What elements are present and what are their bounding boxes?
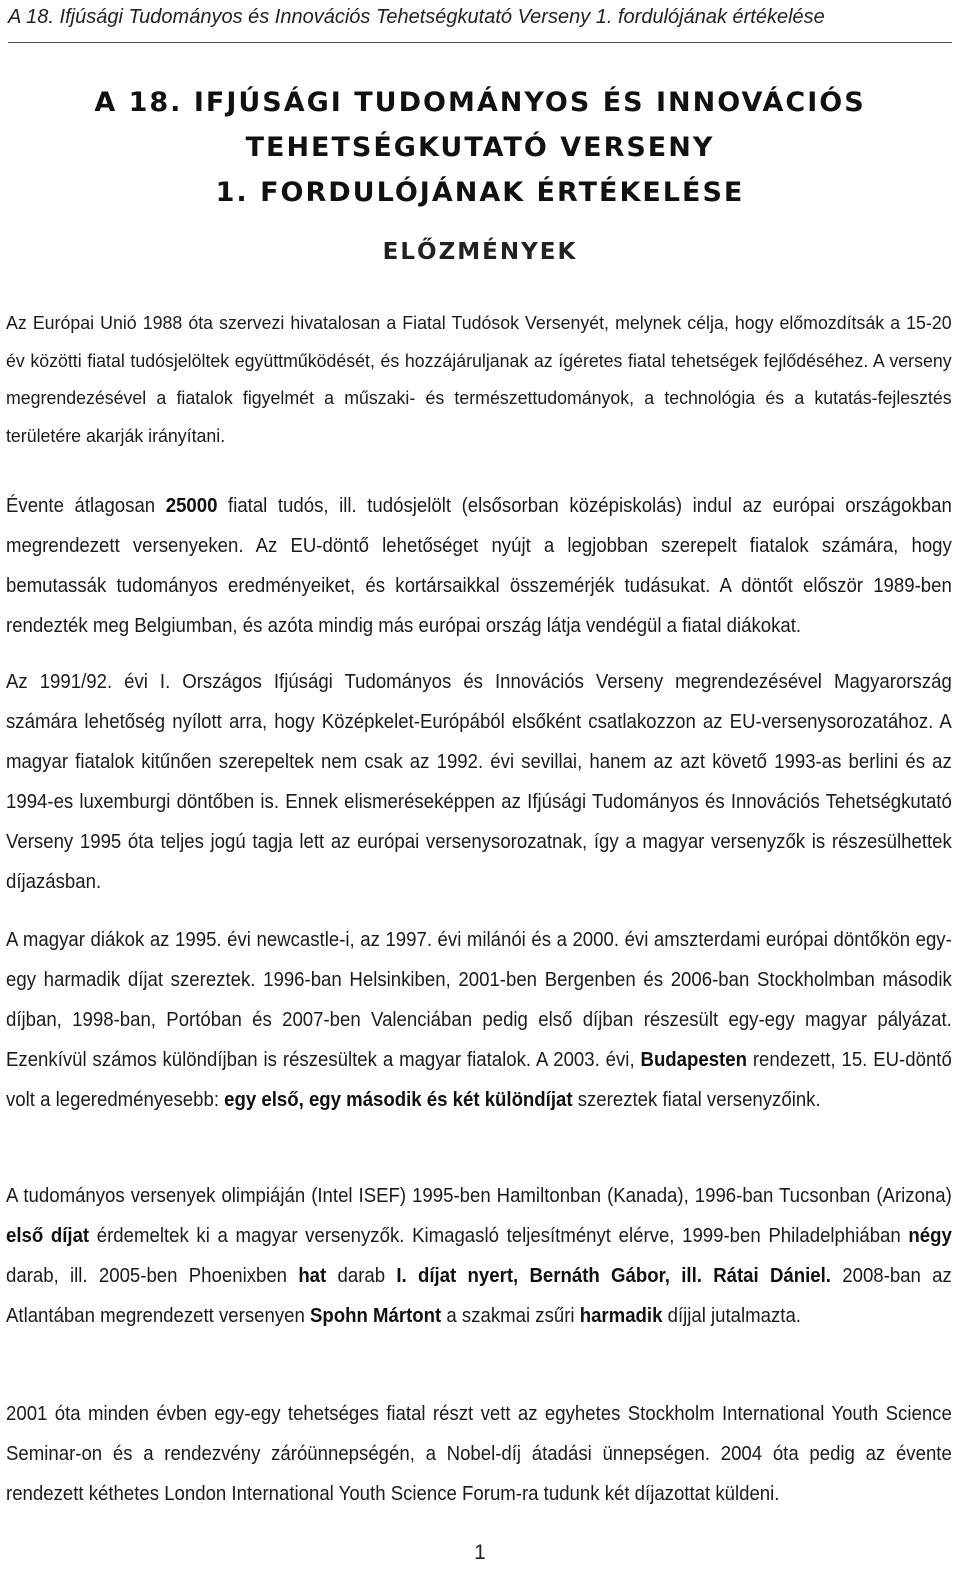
text-run: díjjal jutalmazta. bbox=[662, 1305, 801, 1327]
paragraph-annual-participation bbox=[6, 486, 952, 646]
section-heading: ELŐZMÉNYEK bbox=[382, 239, 578, 265]
text-run: fiatal tudós, ill. tudósjelölt (elsősorban középiskolás) indul az európai országokban megrendezett versenyeken. Az EU-döntő lehetőséget nyújt a legjobban szerepelt fiatalok számára, hogy bemutassák tudományos eredményeiket, és kortársaikkal összemérjék tudásukat. A döntőt először 1989-ben rendezték meg Belgiumban, és azóta mindig más európai ország látja vendégül a fiatal diákokat. bbox=[6, 495, 952, 637]
text-run: darab, ill. 2005-ben Phoenixben bbox=[6, 1265, 299, 1287]
bold-run: 25000 bbox=[165, 495, 218, 517]
text-run: 2008-ban az Atlantában megrendezett versenyen bbox=[6, 1265, 952, 1327]
paragraph-hungary-joins: Az 1991/92. évi I. Országos Ifjúsági Tudományos és Innovációs Verseny megrendezésével Magyarország számára lehetőség nyílott arra, hogy Középkelet-Európából elsőként csatlakozzon az EU-versenysorozatához. A magyar fiatalok kitűnően szerepeltek nem csak az 1992. évi sevillai, hanem az azt követő 1993-as berlini és az 1994-es luxemburgi döntőben is. Ennek elismeréseképpen az Ifjúsági Tudományos és Innovációs Tehetségkutató Verseny 1995 óta teljes jogú tagja lett az európai versenysorozatnak, így a magyar versenyzők is részesülhettek díjazásban. bbox=[6, 671, 952, 893]
bold-run: harmadik bbox=[579, 1305, 663, 1327]
bold-run: hat bbox=[298, 1265, 327, 1287]
text-run: darab bbox=[326, 1265, 397, 1287]
text-run: érdemeltek ki a magyar versenyzők. Kimagasló teljesítményt elérve, 1999-ben Philadelphiában bbox=[89, 1225, 909, 1247]
paragraph-european-results bbox=[6, 920, 952, 1120]
bold-run: Budapesten bbox=[640, 1049, 747, 1071]
bold-run: négy bbox=[908, 1225, 952, 1247]
text-run: rendezett, 15. EU-döntő volt a legeredményesebb: bbox=[6, 1049, 952, 1111]
page-title-line-2: TEHETSÉGKUTATÓ VERSENY bbox=[245, 132, 715, 163]
paragraph-intel-isef-results bbox=[6, 1176, 952, 1336]
text-run: Évente átlagosan bbox=[6, 495, 166, 517]
bold-run: első díjat bbox=[6, 1225, 90, 1247]
paragraph-stockholm-london: 2001 óta minden évben egy-egy tehetséges fiatal részt vett az egyhetes Stockholm International Youth Science Seminar-on és a rendezvény záróünnepségén, a Nobel-díj átadási ünnepségen. 2004 óta pedig az évente rendezett kéthetes London International Youth Science Forum-ra tudunk két díjazottat küldeni. bbox=[6, 1403, 952, 1505]
text-run: A magyar diákok az 1995. évi newcastle-i, az 1997. évi milánói és a 2000. évi amszterdami európai döntőkön egy-egy harmadik díjat szereztek. 1996-ban Helsinkiben, 2001-ben Bergenben és 2006-ban Stockholmban második díjban, 1998-ban, Portóban és 2007-ben Valenciában pedig első díjban részesült egy-egy magyar pályázat. Ezenkívül számos különdíjban is részesültek a magyar fiatalok. A 2003. évi, bbox=[6, 929, 952, 1071]
bold-run: egy első, egy második és két különdíjat bbox=[224, 1089, 573, 1111]
bold-run: Spohn Mártont bbox=[309, 1305, 442, 1327]
header-rule bbox=[8, 42, 952, 43]
page-title bbox=[0, 80, 960, 215]
text-run: szereztek fiatal versenyzőink. bbox=[572, 1089, 821, 1111]
page-title-line-3: 1. FORDULÓJÁNAK ÉRTÉKELÉSE bbox=[215, 177, 745, 208]
page-number: 1 bbox=[474, 1541, 486, 1564]
bold-run: I. díjat nyert, Bernáth Gábor, ill. Rátai Dániel. bbox=[396, 1265, 831, 1287]
text-run: a szakmai zsűri bbox=[441, 1305, 580, 1327]
running-header-title: A 18. Ifjúsági Tudományos és Innovációs Tehetségkutató Verseny 1. fordulójának értékelése bbox=[8, 6, 825, 28]
page-title-line-1: A 18. IFJÚSÁGI TUDOMÁNYOS ÉS INNOVÁCIÓS bbox=[94, 87, 866, 118]
text-run: A tudományos versenyek olimpiáján (Intel ISEF) 1995-ben Hamiltonban (Kanada), 1996-ban Tucsonban (Arizona) bbox=[6, 1185, 952, 1207]
paragraph-eu-contest-intro: Az Európai Unió 1988 óta szervezi hivatalosan a Fiatal Tudósok Versenyét, melynek célja, hogy előmozdítsák a 15-20 év közötti fiatal tudósjelöltek együttműködését, és hozzájáruljanak az ígéretes fiatal tehetségek fejlődéséhez. A verseny megrendezésével a fiatalok figyelmét a műszaki- és természettudományok, a technológia és a kutatás-fejlesztés területére akarják irányítani. bbox=[6, 312, 952, 446]
